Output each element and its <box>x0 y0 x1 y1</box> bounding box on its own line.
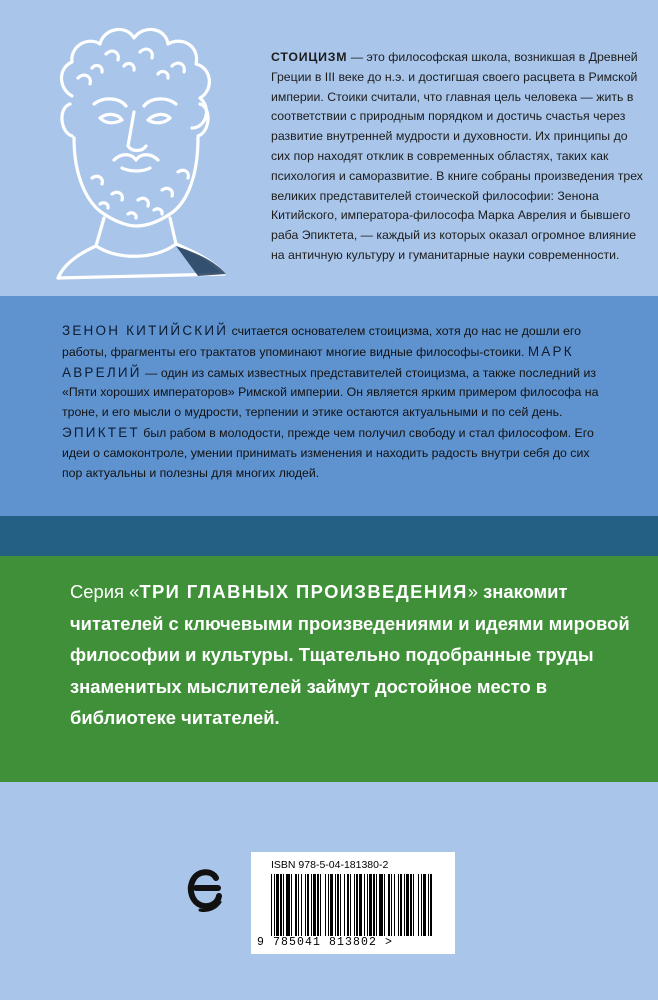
author-name-zeno: ЗЕНОН КИТИЙСКИЙ <box>62 323 229 338</box>
divider-band <box>0 516 658 556</box>
barcode-bar <box>413 874 414 936</box>
barcode-bar <box>379 874 383 936</box>
barcode-bar <box>369 874 372 936</box>
barcode-bar <box>298 874 299 936</box>
barcode-bar <box>359 874 362 936</box>
barcode-bar <box>376 874 377 936</box>
barcode-bar <box>410 874 412 936</box>
barcode-bar <box>398 874 399 936</box>
author-text-zeno: считается основателем стоицизма, хотя до нас не дошли его работы, фрагменты его трактатов упоминают многие видные философы-стоики. <box>62 324 581 359</box>
barcode-bar <box>283 874 284 936</box>
barcode-bar <box>271 874 272 936</box>
barcode-box <box>251 852 455 954</box>
barcode-bar <box>317 874 319 936</box>
intro-paragraph <box>271 48 643 266</box>
author-name-epictetus: ЭПИКТЕТ <box>62 424 140 440</box>
barcode-bar <box>356 874 358 936</box>
barcode-bar <box>347 874 349 936</box>
barcode-bar <box>320 874 321 936</box>
barcode-bar <box>330 874 333 936</box>
series-paragraph <box>70 576 640 734</box>
series-suffix: » <box>467 581 478 602</box>
barcode-bar <box>340 874 341 936</box>
series-text: знакомит читателей с ключевыми произведениями и идеями мировой философии и культуры. Тщательно подобранные труды знаменитых мыслителей займут достойное место в библиотеке читателей. <box>70 581 630 729</box>
barcode-bar <box>373 874 375 936</box>
author-name-marcus: МАРК АВРЕЛИЙ <box>62 343 574 380</box>
barcode-bar <box>335 874 336 936</box>
barcode-bar <box>276 874 279 936</box>
barcode-bar <box>364 874 365 936</box>
barcode-bar <box>400 874 402 936</box>
intro-lead: СТОИЦИЗМ <box>271 50 348 64</box>
barcode-digits: 9 785041 813802 > <box>257 936 394 949</box>
barcode-bar <box>344 874 345 936</box>
barcode-bar <box>280 874 282 936</box>
barcode-bar <box>337 874 339 936</box>
barcode-bar <box>305 874 306 936</box>
barcode-bar <box>295 874 297 936</box>
barcode-bar <box>430 874 432 936</box>
barcode-bar <box>394 874 395 936</box>
author-text-marcus: — один из самых известных представителей стоицизма, а также последний из «Пяти хороших императоров» Римской империи. Он является ярким примером философа на троне, и его мысли о мудрости, терпении и этике остаются актуальными и по сей день. <box>62 365 599 420</box>
barcode-bar <box>325 874 326 936</box>
isbn-label: ISBN 978-5-04-181380-2 <box>271 859 389 871</box>
author-text-epictetus: был рабом в молодости, прежде чем получил свободу и стал философом. Его идеи о самоконтроле, умении принимать изменения и находить радость внутри себя до сих пор актуальны и полезны для многих людей. <box>62 425 594 480</box>
barcode-bar <box>311 874 312 936</box>
series-name: ТРИ ГЛАВНЫХ ПРОИЗВЕДЕНИЯ <box>139 581 468 602</box>
series-prefix: Серия « <box>70 581 140 602</box>
intro-text: — это философская школа, возникшая в Древней Греции в III веке до н.э. и достигшая своего расцвета в Римской империи. Стоики считали, что главная цель человека — жить в соответствии с природным порядком и достичь счастья через развитие внутренней мудрости и духовности. Их принципы до сих пор находят отклик в современных областях, таких как психология и саморазвитие. В книге собраны произведения трех великих представителей стоической философии: Зенона Китийского, императора-философа Марка Аврелия и бывшего раба Эпиктета, — каждый из которых оказал огромное влияние на античную культуру и гуманитарные науки современности. <box>271 50 643 262</box>
barcode-bar <box>384 874 385 936</box>
barcode-bar <box>428 874 429 936</box>
barcode-bar <box>421 874 422 936</box>
barcode-bar <box>388 874 390 936</box>
barcode-bar <box>307 874 309 936</box>
barcode-bar <box>406 874 409 936</box>
barcode-bar <box>367 874 368 936</box>
stoic-bust-illustration <box>8 8 250 293</box>
barcode-bar <box>391 874 392 936</box>
barcode-bar <box>313 874 316 936</box>
barcode-bar <box>423 874 426 936</box>
barcode-bars <box>269 874 435 936</box>
barcode-bar <box>354 874 355 936</box>
publisher-logo-icon <box>186 866 224 914</box>
barcode-bar <box>350 874 351 936</box>
barcode-bar <box>328 874 329 936</box>
barcode-bar <box>418 874 419 936</box>
barcode-bar <box>291 874 292 936</box>
barcode-bar <box>404 874 405 936</box>
barcode-bar <box>301 874 302 936</box>
barcode-bar <box>274 874 275 936</box>
authors-paragraph <box>62 321 602 483</box>
barcode-bar <box>286 874 290 936</box>
